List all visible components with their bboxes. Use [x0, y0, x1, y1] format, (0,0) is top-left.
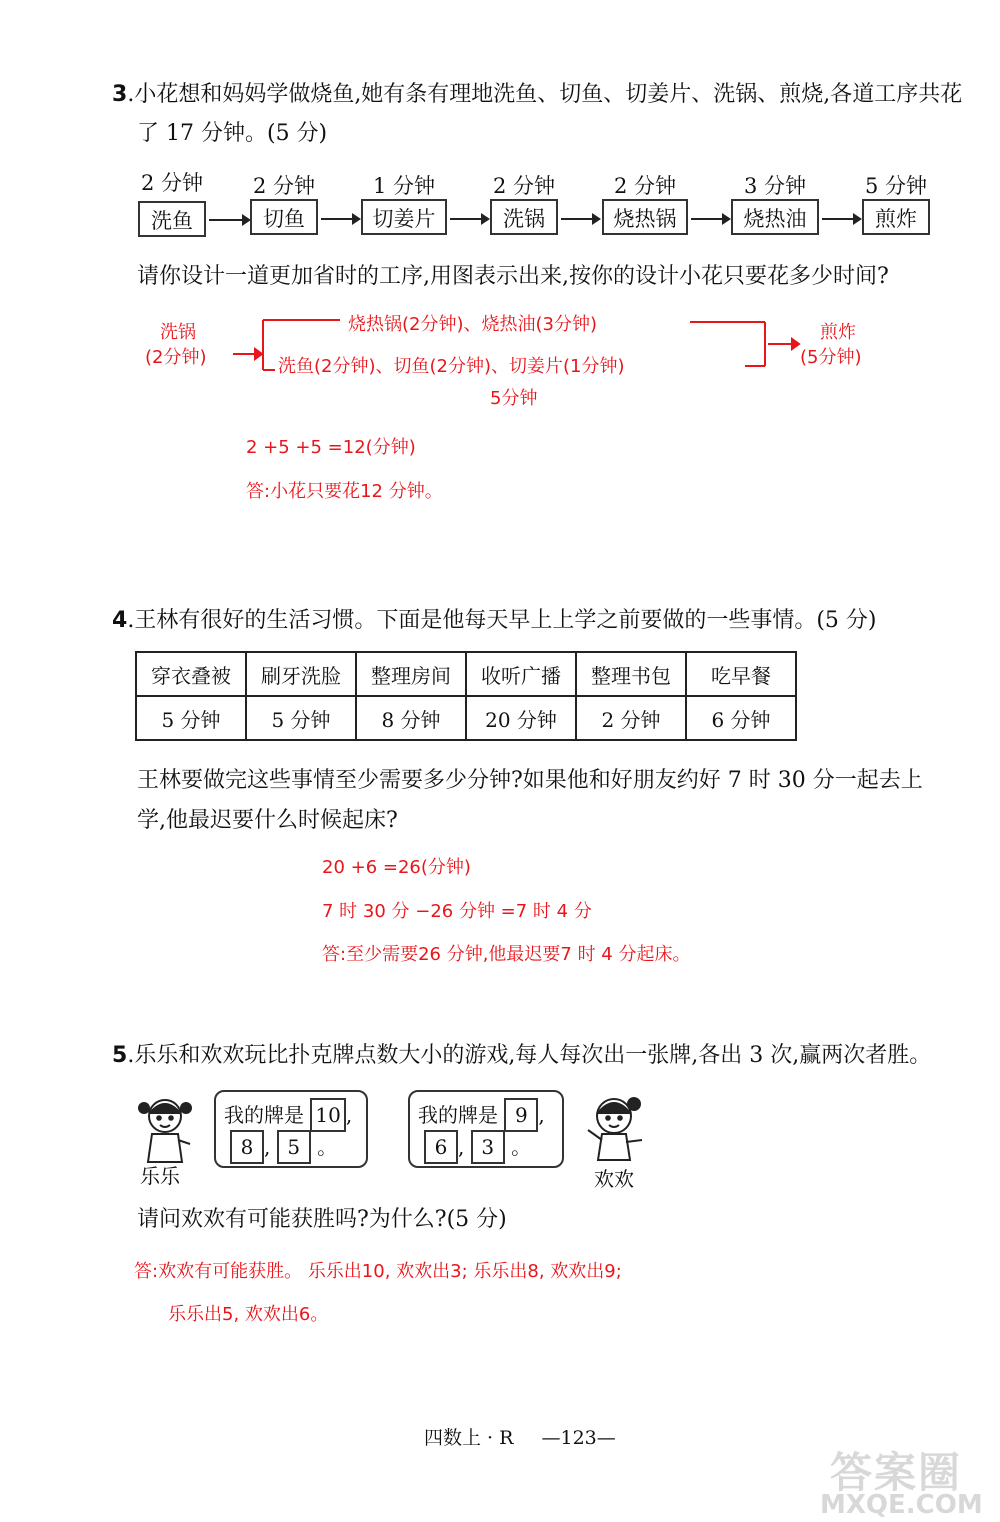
q3-answer-end-time: (5分钟): [800, 347, 862, 368]
q4-prompt-line2: 学,他最迟要什么时候起床?: [137, 808, 398, 833]
huanhuan-speech-text: 我的牌是: [418, 1103, 498, 1127]
card: 3: [471, 1130, 505, 1164]
time-cell: 8 分钟: [356, 696, 466, 740]
step-box: 洗锅: [490, 199, 558, 235]
lele-speech-bubble: [214, 1090, 368, 1168]
q3-text-line2: 了 17 分钟。(5 分): [137, 121, 328, 146]
q3-answer-branch-top: 烧热锅(2分钟)、烧热油(3分钟): [348, 314, 597, 335]
card: 6: [424, 1130, 458, 1164]
q3-answer-start-time: (2分钟): [145, 347, 207, 368]
step-time: 5 分钟: [864, 174, 928, 198]
step-time: 2 分钟: [613, 174, 677, 198]
q3-answer-branch-total: 5分钟: [490, 388, 538, 409]
comma: ,: [538, 1103, 545, 1127]
q3-answer-end-label: 煎炸: [820, 322, 856, 343]
step-box: 洗鱼: [138, 201, 206, 237]
q5-answer-line1: 答:欢欢有可能获胜。 乐乐出10, 欢欢出3; 乐乐出8, 欢欢出9;: [134, 1261, 622, 1282]
step-box: 切鱼: [250, 199, 318, 235]
q5-prompt: 请问欢欢有可能获胜吗?为什么?(5 分): [137, 1207, 507, 1232]
time-cell: 2 分钟: [576, 696, 686, 740]
card: 5: [277, 1130, 311, 1164]
lele-figure: [130, 1092, 200, 1164]
step-time: 1 分钟: [372, 174, 436, 198]
q3-answer-calc: 2 +5 +5 =12(分钟): [246, 437, 416, 458]
table-row: [136, 696, 796, 740]
q4-habit-table: [135, 651, 797, 741]
task-cell: 整理房间: [356, 652, 466, 696]
card: 9: [504, 1098, 538, 1132]
q3-answer-conclusion: 答:小花只要花12 分钟。: [246, 481, 443, 502]
period: 。: [511, 1135, 532, 1159]
time-cell: 6 分钟: [686, 696, 796, 740]
task-cell: 收听广播: [466, 652, 576, 696]
card: 8: [230, 1130, 264, 1164]
time-cell: 5 分钟: [246, 696, 356, 740]
q4-answer-line2: 7 时 30 分 −26 分钟 =7 时 4 分: [322, 901, 592, 922]
footer-text: 四数上 · R: [424, 1427, 514, 1449]
q3-text: 小花想和妈妈学做烧鱼,她有条有理地洗鱼、切鱼、切姜片、洗锅、煎烧,各道工序共花: [134, 82, 963, 107]
q5-answer-line2: 乐乐出5, 欢欢出6。: [168, 1304, 329, 1325]
watermark-logo: 答案圈: [830, 1448, 963, 1497]
task-cell: 刷牙洗脸: [246, 652, 356, 696]
lele-speech-text: 我的牌是: [224, 1103, 304, 1127]
card: 10: [310, 1098, 345, 1132]
q5-text: 乐乐和欢欢玩比扑克牌点数大小的游戏,每人每次出一张牌,各出 3 次,赢两次者胜。: [134, 1043, 932, 1068]
time-cell: 5 分钟: [136, 696, 246, 740]
huanhuan-figure: [578, 1090, 650, 1162]
step-time: 2 分钟: [492, 174, 556, 198]
step-box: 切姜片: [361, 199, 447, 235]
lele-name: 乐乐: [140, 1164, 180, 1188]
q4-answer-line3: 答:至少需要26 分钟,他最迟要7 时 4 分起床。: [322, 944, 691, 965]
q3-prompt: 请你设计一道更加省时的工序,用图表示出来,按你的设计小花只要花多少时间?: [137, 264, 889, 289]
watermark-url: MXQE.COM: [820, 1490, 983, 1520]
task-cell: 穿衣叠被: [136, 652, 246, 696]
q3-answer-branch-bottom: 洗鱼(2分钟)、切鱼(2分钟)、切姜片(1分钟): [278, 356, 625, 377]
huanhuan-speech-bubble: [408, 1090, 564, 1168]
step-box: 烧热锅: [602, 199, 688, 235]
q4-prompt-line1: 王林要做完这些事情至少需要多少分钟?如果他和好朋友约好 7 时 30 分一起去上: [137, 768, 923, 793]
step-time: 3 分钟: [743, 174, 807, 198]
q3-answer-start-label: 洗锅: [160, 322, 196, 343]
period: 。: [317, 1135, 338, 1159]
table-row: [136, 652, 796, 696]
time-cell: 20 分钟: [466, 696, 576, 740]
q4-answer-line1: 20 +6 =26(分钟): [322, 857, 471, 878]
footer: [424, 1423, 616, 1450]
page-number: —123—: [541, 1427, 616, 1449]
comma: ,: [264, 1135, 271, 1159]
step-box: 烧热油: [731, 199, 819, 235]
task-cell: 整理书包: [576, 652, 686, 696]
step-box: 煎炸: [862, 199, 930, 235]
q5-text-line: 5.乐乐和欢欢玩比扑克牌点数大小的游戏,每人每次出一张牌,各出 3 次,赢两次者胜。: [112, 1043, 932, 1068]
step-time: 2 分钟: [140, 171, 204, 195]
q4-text: 王林有很好的生活习惯。下面是他每天早上上学之前要做的一些事情。(5 分): [134, 608, 877, 633]
q4-number: 4: [112, 608, 128, 633]
task-cell: 吃早餐: [686, 652, 796, 696]
q4-text-line: 4.王林有很好的生活习惯。下面是他每天早上上学之前要做的一些事情。(5 分): [112, 608, 877, 633]
q3-text-line1: 3.小花想和妈妈学做烧鱼,她有条有理地洗鱼、切鱼、切姜片、洗锅、煎烧,各道工序共花: [112, 82, 963, 107]
comma: ,: [345, 1103, 353, 1127]
q3-number: 3: [112, 82, 128, 107]
comma: ,: [458, 1135, 465, 1159]
q5-number: 5: [112, 1043, 128, 1068]
step-time: 2 分钟: [252, 174, 316, 198]
huanhuan-name: 欢欢: [594, 1167, 634, 1191]
